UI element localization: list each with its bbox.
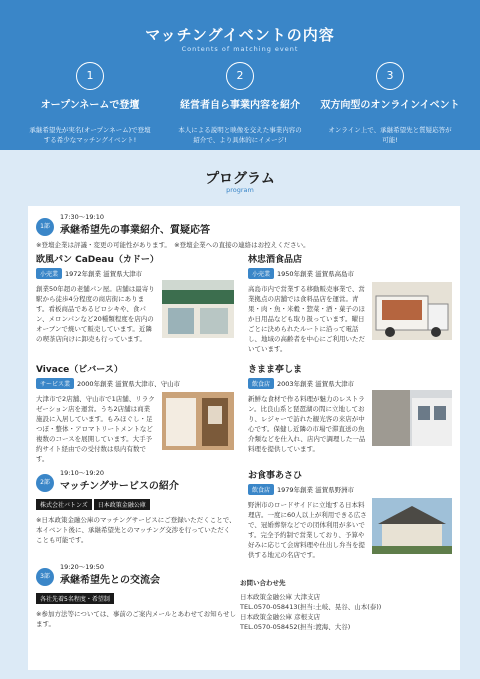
company-name: 林忠酒食品店 <box>248 255 303 265</box>
contact-title: お問い合わせ先 <box>240 579 286 587</box>
contact-line: TEL.0570-058413(担当:土岐、晃谷、山本(泰)) <box>240 603 382 611</box>
company-desc: 野洲市のロードサイドに立地する日本料理店。一度に60人以上が利用できる広さで、冠婚葬祭などでの団体利用が多いです。完全予約制で営業しており、予算や好みに応じて会席料理や仕出し弁当を提供する地元の名店です。 <box>248 501 367 559</box>
company-name: お食事あさひ <box>248 471 303 481</box>
session-tag: 各社先着5名程度・希望制 <box>36 593 114 604</box>
company-desc: 新鮮な食材で作る料理が魅力のレストラン。比良山系と琵琶湖の間に立地しており、レジャーで訪れた観光客の来店が中心です。保健し近隣の市場で滞直送の魚介類などを仕入れ、店内で調理した一品料理を提供しています。 <box>248 395 366 453</box>
contact-line: 日本政策金融公庫 彦根支店 <box>240 613 321 621</box>
contact-line: 日本政策金融公庫 大津支店 <box>240 593 321 601</box>
session-3 <box>36 562 236 629</box>
company-hayashi <box>248 252 368 354</box>
company-meta: 1950年創業 滋賀県高島市 <box>277 270 355 278</box>
feature-desc: オンライン上で、承継希望先と質疑応答が可能! <box>328 126 452 144</box>
feature-number: 3 <box>376 62 404 90</box>
header-subtitle: Contents of matching event <box>181 45 299 53</box>
feature-number: 1 <box>76 62 104 90</box>
program-card <box>28 206 460 670</box>
session-badge: 1部 <box>36 218 54 236</box>
session-tag: 株式会社バトンズ <box>36 499 92 510</box>
company-category: 小売業 <box>248 268 274 279</box>
contact-line: TEL.0570-058452(担当:渡海、大谷) <box>240 623 351 631</box>
feature-1 <box>15 62 165 145</box>
feature-desc: 本人による説明と映像を交えた事業内容の紹介で、より具体的にイメージ! <box>178 126 302 144</box>
company-kimamatei <box>248 362 368 454</box>
company-name: Vivace（ビバース） <box>36 365 123 375</box>
company-meta: 1979年創業 滋賀県野洲市 <box>277 486 355 494</box>
session-1 <box>36 212 456 249</box>
company-category: サービス業 <box>36 378 74 389</box>
company-category: 小売業 <box>36 268 62 279</box>
session-note: ※登壇企業は評議・変更の可能性があります。 ※登壇企業への直接の連絡はお控えください。 <box>36 241 310 249</box>
salon-photo <box>162 392 234 450</box>
session-title: 承継希望先の事業紹介、質疑応答 <box>60 225 210 236</box>
company-name: きまま亭しま <box>248 365 303 375</box>
company-meta: 1972年創業 滋賀県大津市 <box>65 270 143 278</box>
company-cadeau <box>36 252 159 344</box>
session-time: 19:20～19:50 <box>60 563 104 571</box>
session-badge: 3部 <box>36 568 54 586</box>
feature-number: 2 <box>226 62 254 90</box>
session-time: 19:10～19:20 <box>60 469 104 477</box>
program-title: プログラム <box>205 171 275 187</box>
feature-title: 経営者自ら事業内容を紹介 <box>180 100 300 111</box>
company-asahi <box>248 468 368 560</box>
restaurant-photo <box>372 390 452 446</box>
program-subtitle: program <box>226 186 254 194</box>
feature-2 <box>165 62 315 145</box>
session-time: 17:30～19:10 <box>60 213 104 221</box>
company-meta: 2000年創業 滋賀県大津市、守山市 <box>77 380 181 388</box>
session-badge: 2部 <box>36 474 54 492</box>
company-category: 飲食店 <box>248 378 274 389</box>
contact-info <box>240 578 381 632</box>
session-tag: 日本政策金融公庫 <box>94 499 150 510</box>
feature-desc: 承継希望先が実名(オープンネーム)で登壇する希少なマッチングイベント! <box>29 126 151 144</box>
feature-title: 双方向型のオンラインイベント <box>320 100 460 111</box>
session-title: 承継希望先との交流会 <box>60 575 160 586</box>
japanese-house-photo <box>372 498 452 554</box>
company-name: 欧風パン CaDeau（カドー） <box>36 255 159 265</box>
truck-photo <box>372 282 452 340</box>
feature-3 <box>315 62 465 145</box>
bakery-photo <box>162 280 234 338</box>
feature-title: オープンネームで登壇 <box>40 100 140 111</box>
session-desc: ※参加方法等については、事前のご案内メールとあわせてお知らせします。 <box>36 610 236 628</box>
company-desc: 創業50年超の老舗パン屋。店舗は最寄り駅から徒歩4分程度の商店街にあります。看板商品であるピロシキや、食パン、メロンパンなど20種類程度を店内のオーブンで焼いて販売しています。近隣の喫茶店向けに卸売も行っています。 <box>36 285 155 343</box>
company-desc: 高島市内で営業する移動販売事業で、営業拠点の店舗では食料品店を運営。青果・肉・魚・米穀・惣菜・酒・菓子のほか日用品なども取り扱っています。曜日ごとに決められたルートに沿って電話し、地域の高齢者を中心にご利用いただいています。 <box>248 285 365 353</box>
session-title: マッチングサービスの紹介 <box>60 481 179 492</box>
company-vivace <box>36 362 180 464</box>
company-category: 飲食店 <box>248 484 274 495</box>
header-title: マッチングイベントの内容 <box>145 26 335 44</box>
company-desc: 大津市で2店舗、守山市で1店舗、リラクゼーション店を運営。うち2店舗は商業施設に入居しています。もみほぐし・足つぼ・整体・アロマトリートメントなど複数のコースを展開しています。大手予約サイト経由での受付数は県内有数です。 <box>36 395 155 463</box>
session-2 <box>36 468 236 545</box>
company-meta: 2003年創業 滋賀県大津市 <box>277 380 355 388</box>
session-desc: ※日本政策金融公庫のマッチングサービスにご登録いただくことで、本イベント後に、承継希望先とのマッチング交渉を行っていただくことも可能です。 <box>36 516 236 544</box>
